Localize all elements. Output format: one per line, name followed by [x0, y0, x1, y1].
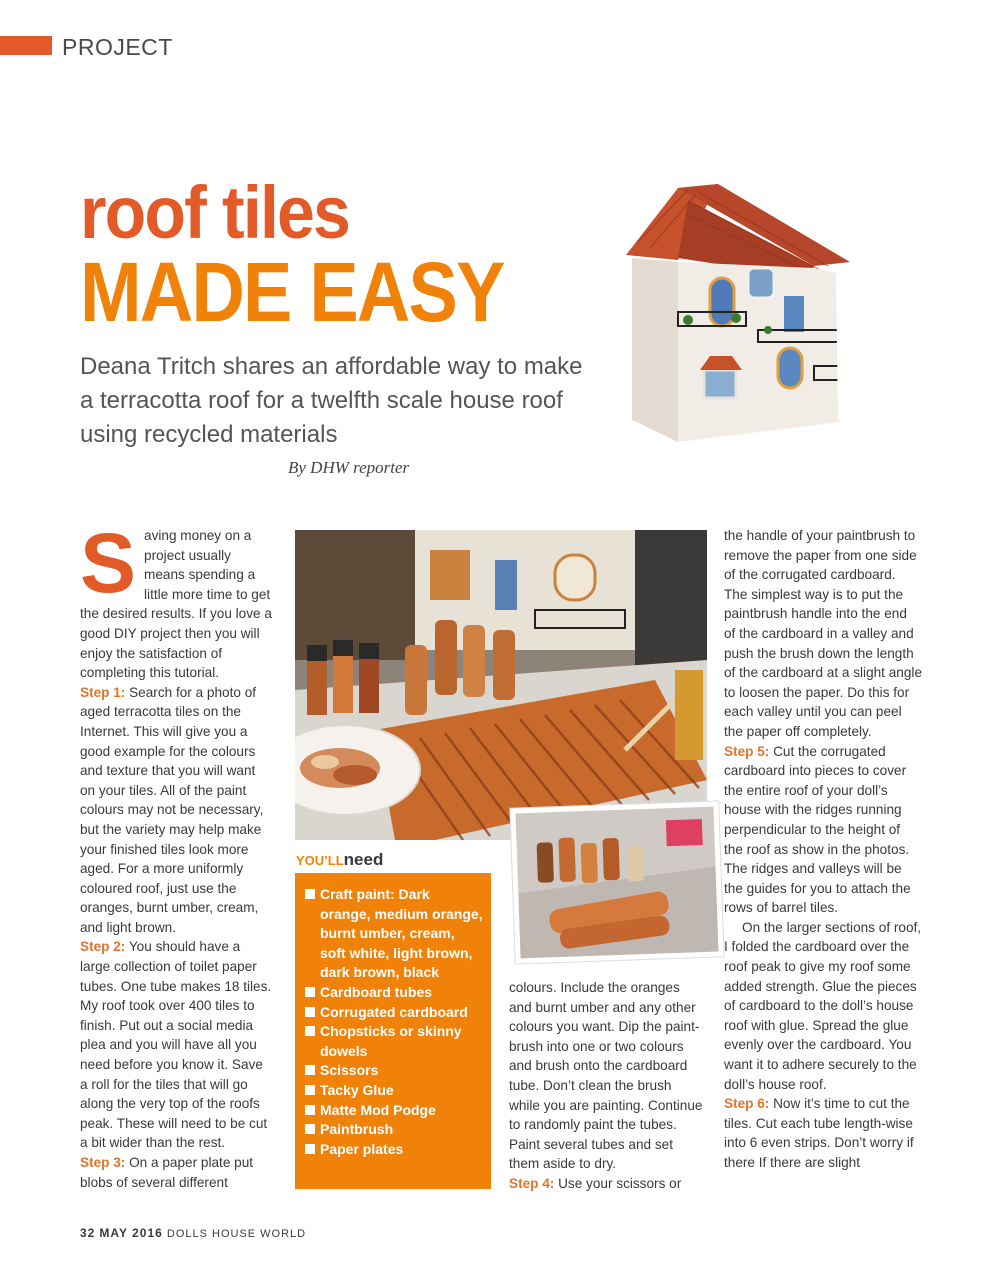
section-label: PROJECT: [62, 34, 173, 60]
step-3-label: Step 3:: [80, 1155, 126, 1170]
step-4-label: Step 4:: [509, 1175, 555, 1191]
list-item: Scissors: [305, 1061, 483, 1081]
step-6-text: Now it’s time to cut the tiles. Cut each tube length-wise into 6 even strips. Don’t worry if there If there are slight: [724, 1096, 914, 1170]
list-item: Paper plates: [305, 1140, 483, 1160]
tubes-inset-photo: [510, 801, 723, 963]
step-2-text: You should have a large collection of toilet paper tubes. One tube makes 18 tiles. My roof took over 400 tiles to finish. Put out a social media plea and you will have all you need before you know it. Save a roll for the tiles that will go along the very top of the roofs peak. These will need to be cut a bit wider than the rest.: [80, 939, 272, 1151]
step-4-text: Use your scissors or: [554, 1175, 682, 1191]
article-column-3: [509, 978, 705, 1194]
column-3-text: colours. Include the oranges and burnt umber and any other colours you want. Dip the paint-brush into one or two colours and brush onto the cardboard tube. Don’t clean the brush while you are painting. Continue to randomly paint the tubes. Paint several tubes and set them aside to dry.: [509, 980, 703, 1172]
need-heading-small: YOU’LL: [296, 853, 344, 868]
list-item: Paintbrush: [305, 1120, 483, 1140]
step-5-text: Cut the corrugated cardboard into pieces to cover the entire roof of your doll’s house with the ridges running perpendicular to the height of the roof as show in the photos. The ridges and valleys will be the guides for you to attach the rows of barrel tiles.: [724, 743, 911, 916]
list-item: Tacky Glue: [305, 1081, 483, 1101]
title-line-1: roof tiles: [80, 171, 350, 254]
column-4-text: the handle of your paintbrush to remove the paper from one side of the corrugated cardboard. The simplest way is to put the paintbrush handle into the end of the cardboard in a valley and push the brush down the length of the cardboard at a slight angle to loosen the paper. Do this for each valley until you can peel the paper off completely.: [724, 528, 922, 739]
step-1-text: Search for a photo of aged terracotta tiles on the Internet. This will give you a good example for the colours and texture that you will want on your tiles. All of the paint colours may not be necessary, but the variety may help make your finished tiles look more aged. For a more uniformly coloured roof, just use the oranges, burnt umber, cream, and light brown.: [80, 684, 264, 935]
article-column-4: [724, 526, 922, 1173]
magazine-name: DOLLS HOUSE WORLD: [166, 1228, 307, 1240]
step-2-label: Step 2:: [80, 939, 126, 955]
page-number: 32: [80, 1226, 96, 1240]
step-5-label: Step 5:: [724, 743, 770, 759]
subtitle: Deana Tritch shares an affordable way to make a terracotta roof for a twelfth scale house roof using recycled materials: [80, 353, 583, 448]
need-heading: [296, 850, 383, 870]
list-item: Matte Mod Podge: [305, 1101, 483, 1121]
column-4-text-2: On the larger sections of roof, I folded the cardboard over the roof peak to give my roof some added strength. Glue the pieces of cardboard to the doll’s house roof with glue. Spread the glue evenly over the cardboard. You want it to adhere securely to the doll’s house roof.: [724, 919, 922, 1092]
issue-date: MAY 2016: [99, 1226, 163, 1240]
section-color-bar: [0, 36, 52, 55]
need-heading-big: need: [343, 850, 384, 869]
list-item: Cardboard tubes: [305, 983, 483, 1003]
materials-list: [295, 873, 491, 1189]
list-item: Craft paint: Dark orange, medium orange, burnt umber, cream, soft white, light brown, dark brown, black: [305, 885, 483, 983]
drop-cap: S: [80, 516, 137, 610]
page-footer: [80, 1226, 306, 1240]
step-1-label: Step 1:: [80, 684, 126, 700]
step-3-text: On a paper plate put blobs of several different: [80, 1155, 254, 1190]
dolls-house-photo: [618, 170, 858, 455]
article-column-1: [80, 516, 272, 1192]
list-item: Chopsticks or skinny dowels: [305, 1022, 483, 1061]
step-6-label: Step 6:: [724, 1096, 770, 1112]
title-line-2: MADE EASY: [80, 245, 504, 339]
workshop-photo: [295, 530, 707, 840]
intro-text: aving money on a project usually means spending a little more time to get the desired results. If you love a good DIY project then you will enjoy the satisfaction of completing this tutorial.: [80, 528, 272, 681]
list-item: Corrugated cardboard: [305, 1003, 483, 1023]
byline: By DHW reporter: [288, 458, 410, 477]
